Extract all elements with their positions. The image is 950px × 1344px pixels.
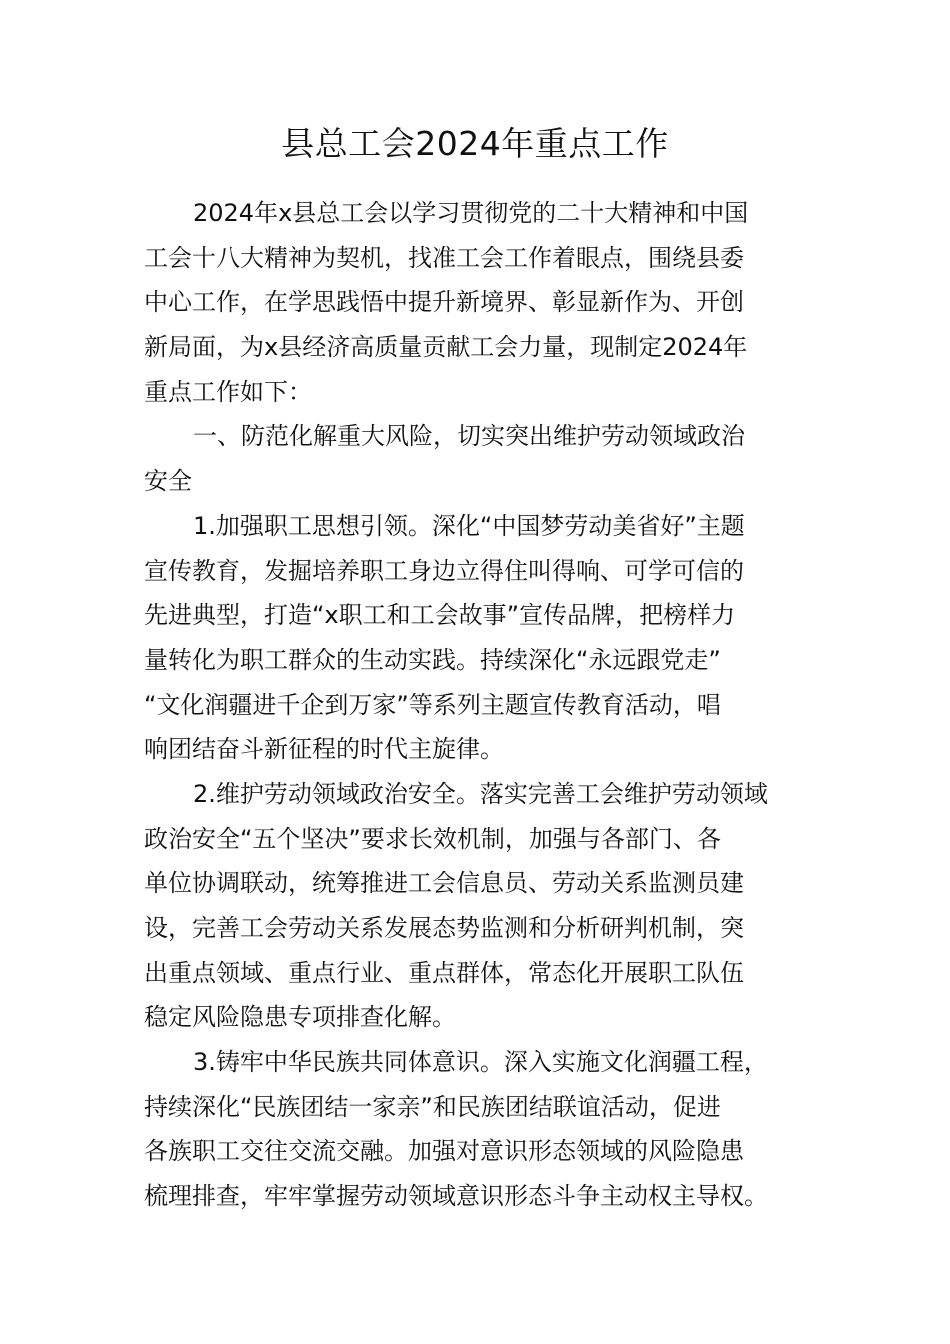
document-body (144, 191, 810, 1219)
document-title: 县总工会2024年重点工作 (281, 124, 669, 163)
paragraph-line: 量转化为职工群众的生动实践。持续深化“永远跟党走” (144, 645, 721, 674)
paragraph-line: 出重点领域、重点行业、重点群体，常态化开展职工队伍 (144, 958, 744, 987)
paragraph-line: “文化润疆进千企到万家”等系列主题宣传教育活动，唱 (144, 690, 721, 719)
section-heading-line: 一、防范化解重大风险，切实突出维护劳动领域政治 (193, 422, 745, 451)
paragraph-line: 先进典型，打造“x职工和工会故事”宣传品牌，把榜样力 (144, 601, 736, 630)
paragraph-line: 响团结奋斗新征程的时代主旋律。 (144, 735, 504, 764)
paragraph-line: 重点工作如下： (144, 377, 312, 406)
paragraph-line: 2.维护劳动领域政治安全。落实完善工会维护劳动领域 (193, 779, 768, 808)
section-heading-line: 安全 (144, 467, 192, 496)
paragraph-line: 工会十八大精神为契机，找准工会工作着眼点，围绕县委 (144, 243, 744, 272)
paragraph-line: 中心工作，在学思践悟中提升新境界、彰显新作为、开创 (144, 288, 744, 317)
paragraph-line: 新局面，为x县经济高质量贡献工会力量，现制定2024年 (144, 333, 748, 362)
paragraph-line: 稳定风险隐患专项排查化解。 (144, 1003, 456, 1032)
paragraph-line: 宣传教育，发掘培养职工身边立得住叫得响、可学可信的 (144, 556, 744, 585)
paragraph-line: 持续深化“民族团结一家亲”和民族团结联谊活动，促进 (144, 1092, 721, 1121)
paragraph-line: 各族职工交往交流交融。加强对意识形态领域的风险隐患 (144, 1137, 744, 1166)
paragraph-line: 3.铸牢中华民族共同体意识。深入实施文化润疆工程， (193, 1048, 768, 1077)
paragraph-line: 梳理排查，牢牢掌握劳动领域意识形态斗争主动权主导权。 (144, 1182, 768, 1211)
paragraph-line: 设，完善工会劳动关系发展态势监测和分析研判机制，突 (144, 914, 744, 942)
paragraph-line: 1.加强职工思想引领。深化“中国梦劳动美省好”主题 (193, 511, 745, 540)
paragraph-line: 单位协调联动，统筹推进工会信息员、劳动关系监测员建 (144, 869, 744, 898)
paragraph-line: 2024年x县总工会以学习贯彻党的二十大精神和中国 (193, 199, 749, 227)
paragraph-line: 政治安全“五个坚决”要求长效机制，加强与各部门、各 (144, 824, 721, 853)
